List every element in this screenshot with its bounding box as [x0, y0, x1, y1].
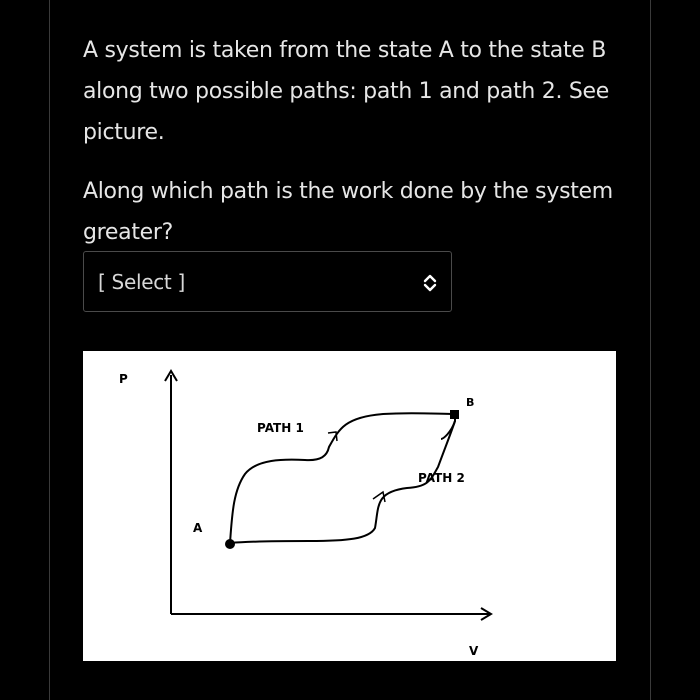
p-axis-label: P — [119, 372, 128, 386]
state-a-label: A — [193, 521, 203, 535]
right-divider — [650, 0, 651, 700]
up-down-chevron-icon — [423, 273, 437, 293]
question-paragraph-2: Along which path is the work done by the system greater? — [83, 179, 613, 245]
answer-select[interactable] — [83, 251, 452, 312]
state-b-label: B — [466, 396, 475, 409]
path-1-label: PATH 1 — [257, 421, 304, 435]
question-paragraph-1: A system is taken from the state A to the state B along two possible paths: path 1 and path 2. See picture. — [83, 38, 609, 145]
state-a-marker — [225, 539, 235, 549]
pv-diagram — [83, 351, 616, 661]
state-b-marker — [450, 410, 459, 419]
answer-select-value: [ Select ] — [98, 270, 186, 294]
left-divider — [49, 0, 50, 700]
pv-diagram-figure — [83, 351, 616, 661]
v-axis-label: V — [469, 644, 479, 658]
path-2-label: PATH 2 — [418, 471, 465, 485]
question-text — [83, 30, 623, 253]
